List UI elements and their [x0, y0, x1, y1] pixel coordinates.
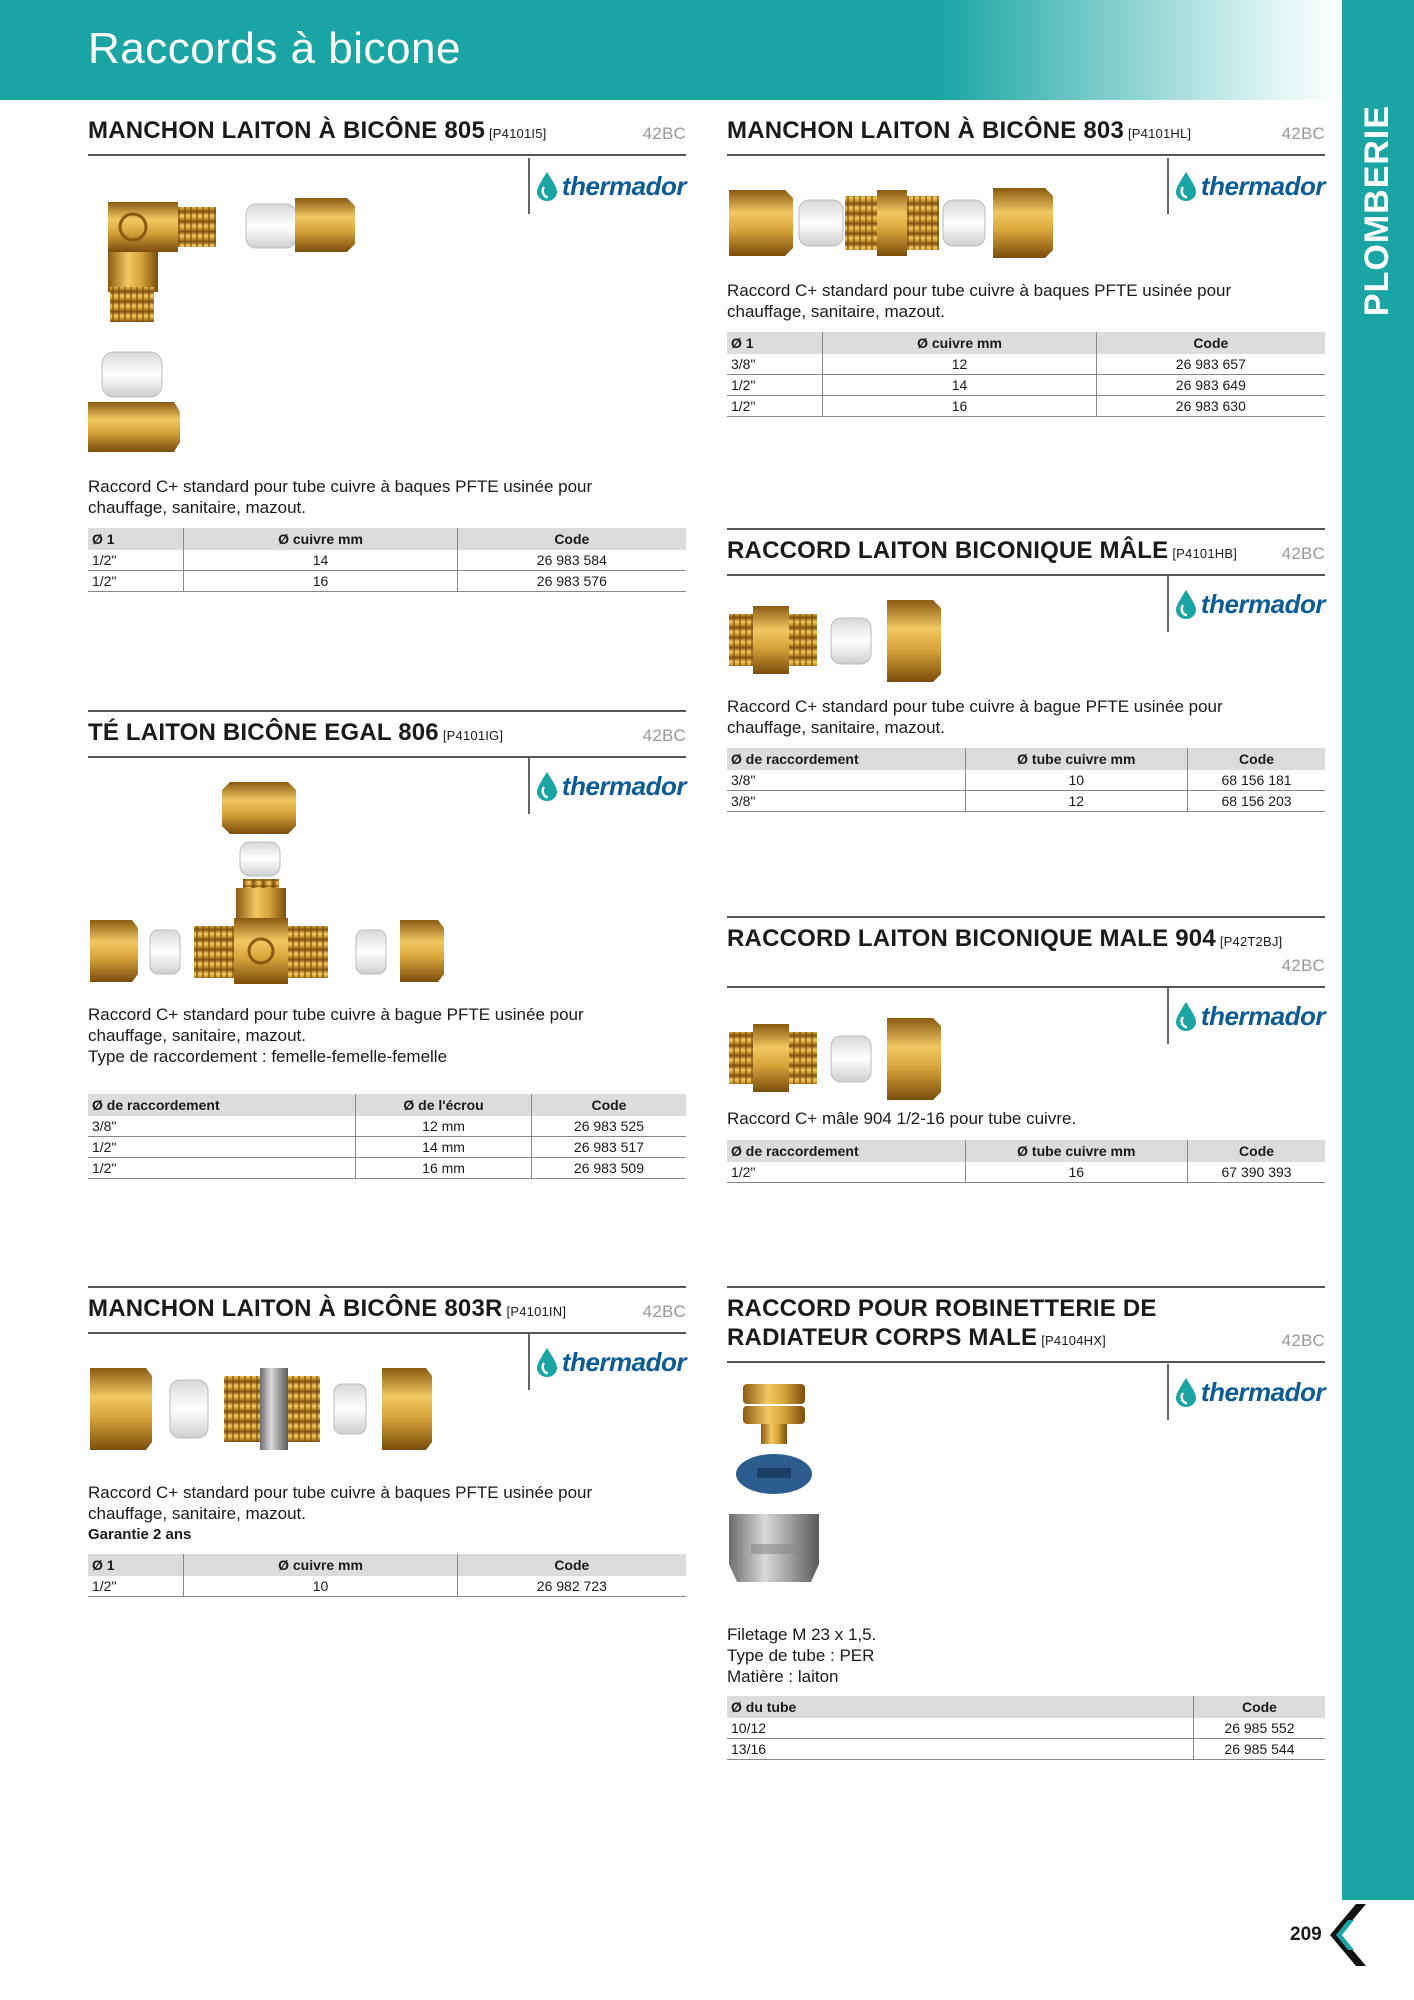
category-code: 42BC — [642, 726, 686, 745]
table-row: 3/8" 12 68 156 203 — [727, 791, 1325, 812]
product-image — [88, 182, 388, 452]
product-table: Ø 1 Ø cuivre mm Code 1/2" 14 26 983 584 1/2" 16 26 983 576 — [88, 528, 686, 592]
product-image — [88, 1362, 448, 1462]
table-row: 1/2" 10 26 982 723 — [88, 1576, 686, 1597]
section-title: MANCHON LAITON À BICÔNE 803 [P4101HL] 42BC — [727, 116, 1325, 156]
brand-logo: thermador — [528, 1334, 686, 1390]
product-description: Raccord C+ standard pour tube cuivre à bague PFTE usinée pour chauffage, sanitaire, mazout. — [727, 697, 1223, 737]
drop-icon — [1175, 171, 1197, 201]
table-row: 1/2" 14 26 983 584 — [88, 550, 686, 571]
brand-logo: thermador — [1167, 158, 1325, 214]
section-raccord-male — [727, 528, 1325, 828]
brand-logo: thermador — [1167, 1364, 1325, 1420]
section-title: RACCORD LAITON BICONIQUE MALE 904 [P42T2BJ] 42BC — [727, 916, 1325, 988]
drop-icon — [536, 171, 558, 201]
table-row: 3/8" 12 26 983 657 — [727, 354, 1325, 375]
table-row: 13/16 26 985 544 — [727, 1739, 1325, 1760]
product-image — [727, 184, 1067, 274]
product-description: Raccord C+ standard pour tube cuivre à baques PFTE usinée pour chauffage, sanitaire, mazout. Garantie 2 ans — [88, 1483, 593, 1543]
page-header — [0, 0, 1342, 100]
category-code: 42BC — [642, 124, 686, 143]
drop-icon — [1175, 589, 1197, 619]
product-description: Raccord C+ standard pour tube cuivre à baques PFTE usinée pour chauffage, sanitaire, mazout. — [727, 281, 1232, 321]
product-table: Ø de raccordement Ø tube cuivre mm Code 1/2" 16 67 390 393 — [727, 1140, 1325, 1183]
section-title: RACCORD LAITON BICONIQUE MÂLE [P4101HB] 42BC — [727, 528, 1325, 576]
product-description: Filetage M 23 x 1,5. Type de tube : PER Matière : laiton — [727, 1625, 877, 1686]
table-row: 3/8" 12 mm 26 983 525 — [88, 1116, 686, 1137]
section-manchon-805 — [88, 116, 686, 596]
page-title: Raccords à bicone — [88, 24, 461, 73]
product-description: Raccord C+ mâle 904 1/2-16 pour tube cuivre. — [727, 1109, 1077, 1128]
table-row: 1/2" 16 mm 26 983 509 — [88, 1158, 686, 1179]
table-row: 1/2" 16 26 983 630 — [727, 396, 1325, 417]
category-code: 42BC — [642, 1302, 686, 1321]
category-code: 42BC — [1281, 1331, 1325, 1350]
table-row: 1/2" 16 67 390 393 — [727, 1162, 1325, 1183]
product-table: Ø 1 Ø cuivre mm Code 1/2" 10 26 982 723 — [88, 1554, 686, 1597]
section-manchon-803r — [88, 1286, 686, 1616]
product-image — [88, 780, 468, 996]
category-code: 42BC — [1281, 956, 1325, 975]
section-title: RACCORD POUR ROBINETTERIE DE RADIATEUR CORPS MALE [P4104HX] 42BC — [727, 1286, 1325, 1363]
product-table: Ø du tube Code 10/12 26 985 552 13/16 26 985 544 — [727, 1696, 1325, 1760]
section-title: TÉ LAITON BICÔNE EGAL 806 [P4101IG] 42BC — [88, 710, 686, 758]
drop-icon — [536, 771, 558, 801]
product-image — [727, 598, 967, 688]
table-row: 3/8" 10 68 156 181 — [727, 770, 1325, 791]
page-number: 209 — [1290, 1924, 1322, 1945]
product-table: Ø de raccordement Ø tube cuivre mm Code 3/8" 10 68 156 181 3/8" 12 68 156 203 — [727, 748, 1325, 812]
brand-logo: thermador — [528, 158, 686, 214]
brand-logo: thermador — [528, 758, 686, 814]
section-raccord-904 — [727, 916, 1325, 1196]
section-raccord-radiateur — [727, 1286, 1325, 1776]
product-description: Raccord C+ standard pour tube cuivre à bague PFTE usinée pour chauffage, sanitaire, mazout. Type de raccordement : femelle-femelle-femelle — [88, 1005, 584, 1066]
category-code: 42BC — [1281, 124, 1325, 143]
table-row: 1/2" 16 26 983 576 — [88, 571, 686, 592]
product-image — [727, 1382, 847, 1620]
product-table: Ø de raccordement Ø de l'écrou Code 3/8" 12 mm 26 983 525 1/2" 14 mm 26 983 517 1/2" 16 mm 26 983 509 — [88, 1094, 686, 1179]
chevron-left-icon — [1328, 1904, 1366, 1966]
table-row: 1/2" 14 26 983 649 — [727, 375, 1325, 396]
table-row: 10/12 26 985 552 — [727, 1718, 1325, 1739]
section-title: MANCHON LAITON À BICÔNE 803R [P4101IN] 42BC — [88, 1286, 686, 1334]
brand-logo: thermador — [1167, 576, 1325, 632]
product-description: Raccord C+ standard pour tube cuivre à baques PFTE usinée pour chauffage, sanitaire, mazout. — [88, 477, 593, 517]
product-image — [727, 1016, 967, 1106]
drop-icon — [1175, 1001, 1197, 1031]
table-row: 1/2" 14 mm 26 983 517 — [88, 1137, 686, 1158]
section-manchon-803 — [727, 116, 1325, 436]
section-title: MANCHON LAITON À BICÔNE 805 [P4101I5] 42BC — [88, 116, 686, 156]
drop-icon — [536, 1347, 558, 1377]
category-code: 42BC — [1281, 544, 1325, 563]
product-table: Ø 1 Ø cuivre mm Code 3/8" 12 26 983 657 1/2" 14 26 983 649 1/2" 16 26 983 630 — [727, 332, 1325, 417]
brand-logo: thermador — [1167, 988, 1325, 1044]
section-te-806 — [88, 710, 686, 1200]
category-label: PLOMBERIE — [1358, 104, 1397, 316]
drop-icon — [1175, 1377, 1197, 1407]
